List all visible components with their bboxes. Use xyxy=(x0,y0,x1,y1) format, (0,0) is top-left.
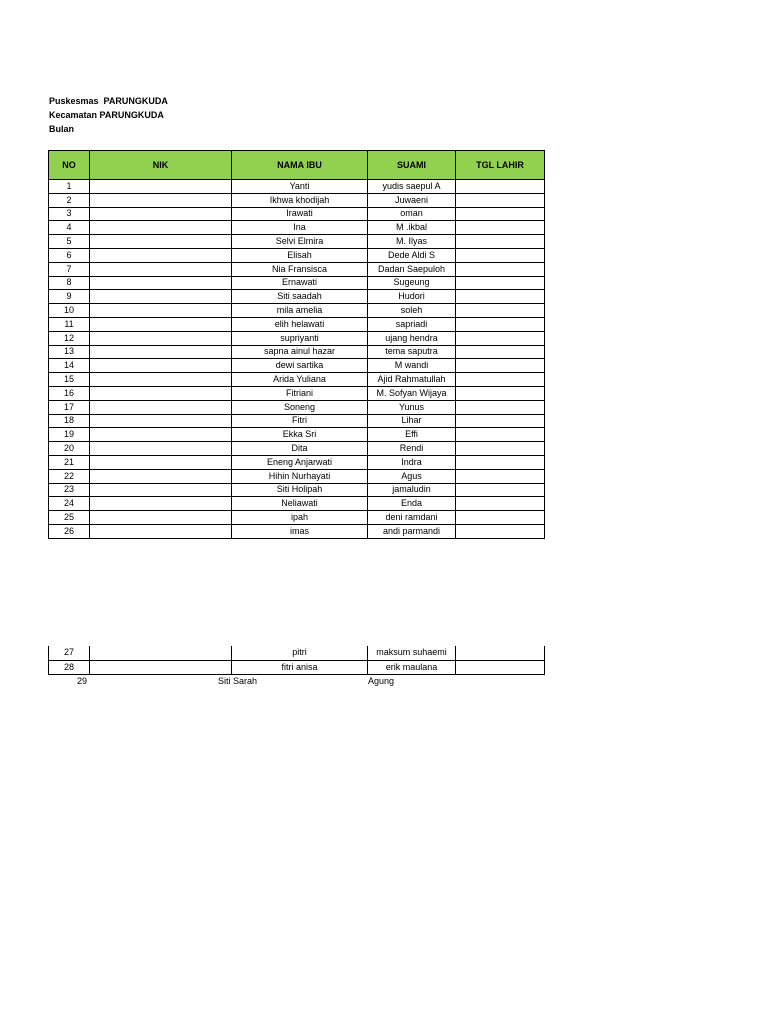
table-row xyxy=(49,646,545,660)
cell-suami[interactable]: ujang hendra xyxy=(368,331,456,345)
cell-tgl-lahir[interactable] xyxy=(456,646,545,660)
cell-no[interactable]: 21 xyxy=(49,455,90,469)
bulan-label: Bulan xyxy=(49,124,75,134)
cell-nik[interactable] xyxy=(90,660,232,674)
cell-nik[interactable] xyxy=(90,248,232,262)
cell-nik[interactable] xyxy=(90,373,232,387)
column-header-nama-ibu: NAMA IBU xyxy=(232,151,368,180)
table-row xyxy=(49,359,545,373)
cell-nik[interactable] xyxy=(90,483,232,497)
cell-suami[interactable]: M wandi xyxy=(368,359,456,373)
cell-tgl-lahir[interactable] xyxy=(456,414,545,428)
cell-nama-ibu[interactable]: Dita xyxy=(232,442,368,456)
table-row xyxy=(49,386,545,400)
cell-suami[interactable]: jamaludin xyxy=(368,483,456,497)
cell-tgl-lahir[interactable] xyxy=(456,483,545,497)
cell-nama-ibu[interactable]: Siti saadah xyxy=(232,290,368,304)
cell-suami[interactable]: andi parmandi xyxy=(368,524,456,538)
cell-tgl-lahir[interactable] xyxy=(456,511,545,525)
cell-nik[interactable] xyxy=(90,359,232,373)
cell-tgl-lahir[interactable] xyxy=(456,331,545,345)
table-row xyxy=(49,235,545,249)
cell-suami[interactable]: Sugeung xyxy=(368,276,456,290)
cell-tgl-lahir[interactable] xyxy=(456,207,545,221)
cell-tgl-lahir[interactable] xyxy=(456,248,545,262)
column-header-tgl-lahir: TGL LAHIR xyxy=(456,151,545,180)
cell-no[interactable]: 5 xyxy=(49,235,90,249)
cell-tgl-lahir[interactable] xyxy=(456,235,545,249)
registry-table xyxy=(48,150,545,539)
cell-suami[interactable]: Yunus xyxy=(368,400,456,414)
cell-no[interactable]: 18 xyxy=(49,414,90,428)
cell-suami[interactable]: Dede Aldi S xyxy=(368,248,456,262)
table-row xyxy=(49,180,545,194)
table-row xyxy=(49,317,545,331)
cell-suami[interactable]: Lihar xyxy=(368,414,456,428)
table-header-row xyxy=(49,151,545,180)
table-row xyxy=(49,207,545,221)
cell-no[interactable]: 27 xyxy=(49,646,90,660)
table-row xyxy=(49,248,545,262)
table-row xyxy=(49,331,545,345)
cell-tgl-lahir[interactable] xyxy=(456,400,545,414)
table-row xyxy=(49,221,545,235)
loose-row-no: 29 xyxy=(76,676,87,686)
cell-suami[interactable]: M. Ilyas xyxy=(368,235,456,249)
cell-tgl-lahir[interactable] xyxy=(456,386,545,400)
column-header-nik: NIK xyxy=(90,151,232,180)
cell-nik[interactable] xyxy=(90,331,232,345)
cell-nama-ibu[interactable]: Neliawati xyxy=(232,497,368,511)
cell-nama-ibu[interactable]: elih helawati xyxy=(232,317,368,331)
cell-tgl-lahir[interactable] xyxy=(456,221,545,235)
cell-tgl-lahir[interactable] xyxy=(456,262,545,276)
cell-suami[interactable]: Juwaeni xyxy=(368,193,456,207)
cell-nama-ibu[interactable]: Irawati xyxy=(232,207,368,221)
cell-nik[interactable] xyxy=(90,469,232,483)
cell-nik[interactable] xyxy=(90,646,232,660)
table-row xyxy=(49,276,545,290)
table-row xyxy=(49,290,545,304)
cell-tgl-lahir[interactable] xyxy=(456,304,545,318)
cell-suami[interactable]: M .ikbal xyxy=(368,221,456,235)
cell-tgl-lahir[interactable] xyxy=(456,428,545,442)
table-row xyxy=(49,262,545,276)
cell-nama-ibu[interactable]: fitri anisa xyxy=(232,660,368,674)
cell-nama-ibu[interactable]: pitri xyxy=(232,646,368,660)
cell-no[interactable]: 20 xyxy=(49,442,90,456)
table-row xyxy=(49,483,545,497)
cell-suami[interactable]: deni ramdani xyxy=(368,511,456,525)
cell-nik[interactable] xyxy=(90,262,232,276)
cell-no[interactable]: 23 xyxy=(49,483,90,497)
table-row xyxy=(49,400,545,414)
cell-no[interactable]: 13 xyxy=(49,345,90,359)
cell-nik[interactable] xyxy=(90,428,232,442)
table-row xyxy=(49,524,545,538)
cell-nik[interactable] xyxy=(90,207,232,221)
cell-nama-ibu[interactable]: Hihin Nurhayati xyxy=(232,469,368,483)
cell-suami[interactable]: yudis saepul A xyxy=(368,180,456,194)
cell-nama-ibu[interactable]: Nia Fransisca xyxy=(232,262,368,276)
table-row xyxy=(49,469,545,483)
cell-suami[interactable]: maksum suhaemi xyxy=(368,646,456,660)
loose-row-nama-ibu: Siti Sarah xyxy=(218,676,258,686)
cell-no[interactable]: 10 xyxy=(49,304,90,318)
cell-nama-ibu[interactable]: Siti Holipah xyxy=(232,483,368,497)
cell-suami[interactable]: Hudori xyxy=(368,290,456,304)
cell-no[interactable]: 22 xyxy=(49,469,90,483)
cell-nama-ibu[interactable]: ipah xyxy=(232,511,368,525)
cell-nik[interactable] xyxy=(90,221,232,235)
cell-no[interactable]: 28 xyxy=(49,660,90,674)
cell-suami[interactable]: M. Sofyan Wijaya xyxy=(368,386,456,400)
cell-nik[interactable] xyxy=(90,180,232,194)
cell-no[interactable]: 2 xyxy=(49,193,90,207)
cell-no[interactable]: 25 xyxy=(49,511,90,525)
cell-nik[interactable] xyxy=(90,414,232,428)
cell-suami[interactable]: sapriadi xyxy=(368,317,456,331)
cell-nik[interactable] xyxy=(90,400,232,414)
cell-suami[interactable]: tema saputra xyxy=(368,345,456,359)
cell-nik[interactable] xyxy=(90,386,232,400)
cell-nik[interactable] xyxy=(90,276,232,290)
cell-tgl-lahir[interactable] xyxy=(456,497,545,511)
cell-nama-ibu[interactable]: sapna ainul hazar xyxy=(232,345,368,359)
registry-table-continuation xyxy=(48,646,545,675)
table-row xyxy=(49,497,545,511)
cell-suami[interactable]: Dadan Saepuloh xyxy=(368,262,456,276)
cell-suami[interactable]: Agus xyxy=(368,469,456,483)
registry-table-body xyxy=(49,180,545,539)
cell-suami[interactable]: erik maulana xyxy=(368,660,456,674)
cell-no[interactable]: 19 xyxy=(49,428,90,442)
cell-nik[interactable] xyxy=(90,290,232,304)
cell-nik[interactable] xyxy=(90,511,232,525)
cell-nama-ibu[interactable]: Selvi Elmira xyxy=(232,235,368,249)
registry-continuation-body xyxy=(49,646,545,674)
cell-tgl-lahir[interactable] xyxy=(456,524,545,538)
cell-nik[interactable] xyxy=(90,345,232,359)
cell-nik[interactable] xyxy=(90,455,232,469)
cell-nama-ibu[interactable]: imas xyxy=(232,524,368,538)
cell-tgl-lahir[interactable] xyxy=(456,317,545,331)
cell-nama-ibu[interactable]: Fitriani xyxy=(232,386,368,400)
cell-nik[interactable] xyxy=(90,524,232,538)
cell-nik[interactable] xyxy=(90,497,232,511)
cell-nama-ibu[interactable]: dewi sartika xyxy=(232,359,368,373)
table-row xyxy=(49,660,545,674)
cell-nama-ibu[interactable]: Ekka Sri xyxy=(232,428,368,442)
cell-no[interactable]: 3 xyxy=(49,207,90,221)
table-row xyxy=(49,414,545,428)
cell-tgl-lahir[interactable] xyxy=(456,359,545,373)
cell-tgl-lahir[interactable] xyxy=(456,345,545,359)
cell-nama-ibu[interactable]: Ernawati xyxy=(232,276,368,290)
cell-nama-ibu[interactable]: Fitri xyxy=(232,414,368,428)
cell-tgl-lahir[interactable] xyxy=(456,193,545,207)
puskesmas-title: Puskesmas PARUNGKUDA xyxy=(49,96,168,106)
cell-no[interactable]: 16 xyxy=(49,386,90,400)
cell-tgl-lahir[interactable] xyxy=(456,469,545,483)
cell-tgl-lahir[interactable] xyxy=(456,373,545,387)
table-row xyxy=(49,428,545,442)
cell-no[interactable]: 11 xyxy=(49,317,90,331)
cell-tgl-lahir[interactable] xyxy=(456,180,545,194)
cell-no[interactable]: 1 xyxy=(49,180,90,194)
cell-tgl-lahir[interactable] xyxy=(456,276,545,290)
cell-no[interactable]: 9 xyxy=(49,290,90,304)
cell-no[interactable]: 17 xyxy=(49,400,90,414)
table-row xyxy=(49,373,545,387)
cell-tgl-lahir[interactable] xyxy=(456,455,545,469)
cell-no[interactable]: 8 xyxy=(49,276,90,290)
cell-nik[interactable] xyxy=(90,235,232,249)
table-row xyxy=(49,455,545,469)
loose-row-suami: Agung xyxy=(368,676,395,686)
kecamatan-title: Kecamatan PARUNGKUDA xyxy=(49,110,164,120)
cell-suami[interactable]: Enda xyxy=(368,497,456,511)
cell-nama-ibu[interactable]: Soneng xyxy=(232,400,368,414)
cell-no[interactable]: 7 xyxy=(49,262,90,276)
cell-suami[interactable]: Ajid Rahmatullah xyxy=(368,373,456,387)
cell-suami[interactable]: oman xyxy=(368,207,456,221)
cell-no[interactable]: 14 xyxy=(49,359,90,373)
cell-nama-ibu[interactable]: Elisah xyxy=(232,248,368,262)
cell-no[interactable]: 12 xyxy=(49,331,90,345)
table-row xyxy=(49,511,545,525)
cell-nama-ibu[interactable]: Ikhwa khodijah xyxy=(232,193,368,207)
cell-nama-ibu[interactable]: Ina xyxy=(232,221,368,235)
cell-nik[interactable] xyxy=(90,442,232,456)
cell-suami[interactable]: Rendi xyxy=(368,442,456,456)
cell-no[interactable]: 4 xyxy=(49,221,90,235)
cell-tgl-lahir[interactable] xyxy=(456,442,545,456)
cell-no[interactable]: 24 xyxy=(49,497,90,511)
table-row xyxy=(49,193,545,207)
cell-nama-ibu[interactable]: mila amelia xyxy=(232,304,368,318)
cell-suami[interactable]: Indra xyxy=(368,455,456,469)
cell-tgl-lahir[interactable] xyxy=(456,290,545,304)
column-header-suami: SUAMI xyxy=(368,151,456,180)
cell-tgl-lahir[interactable] xyxy=(456,660,545,674)
cell-no[interactable]: 6 xyxy=(49,248,90,262)
cell-nama-ibu[interactable]: Eneng Anjarwati xyxy=(232,455,368,469)
cell-suami[interactable]: Effi xyxy=(368,428,456,442)
cell-suami[interactable]: soleh xyxy=(368,304,456,318)
cell-nik[interactable] xyxy=(90,317,232,331)
cell-nama-ibu[interactable]: Arida Yuliana xyxy=(232,373,368,387)
table-row xyxy=(49,304,545,318)
column-header-no: NO xyxy=(49,151,90,180)
cell-no[interactable]: 15 xyxy=(49,373,90,387)
cell-nama-ibu[interactable]: Yanti xyxy=(232,180,368,194)
cell-nik[interactable] xyxy=(90,193,232,207)
table-row xyxy=(49,442,545,456)
cell-nik[interactable] xyxy=(90,304,232,318)
cell-nama-ibu[interactable]: supriyanti xyxy=(232,331,368,345)
table-row xyxy=(49,345,545,359)
cell-no[interactable]: 26 xyxy=(49,524,90,538)
